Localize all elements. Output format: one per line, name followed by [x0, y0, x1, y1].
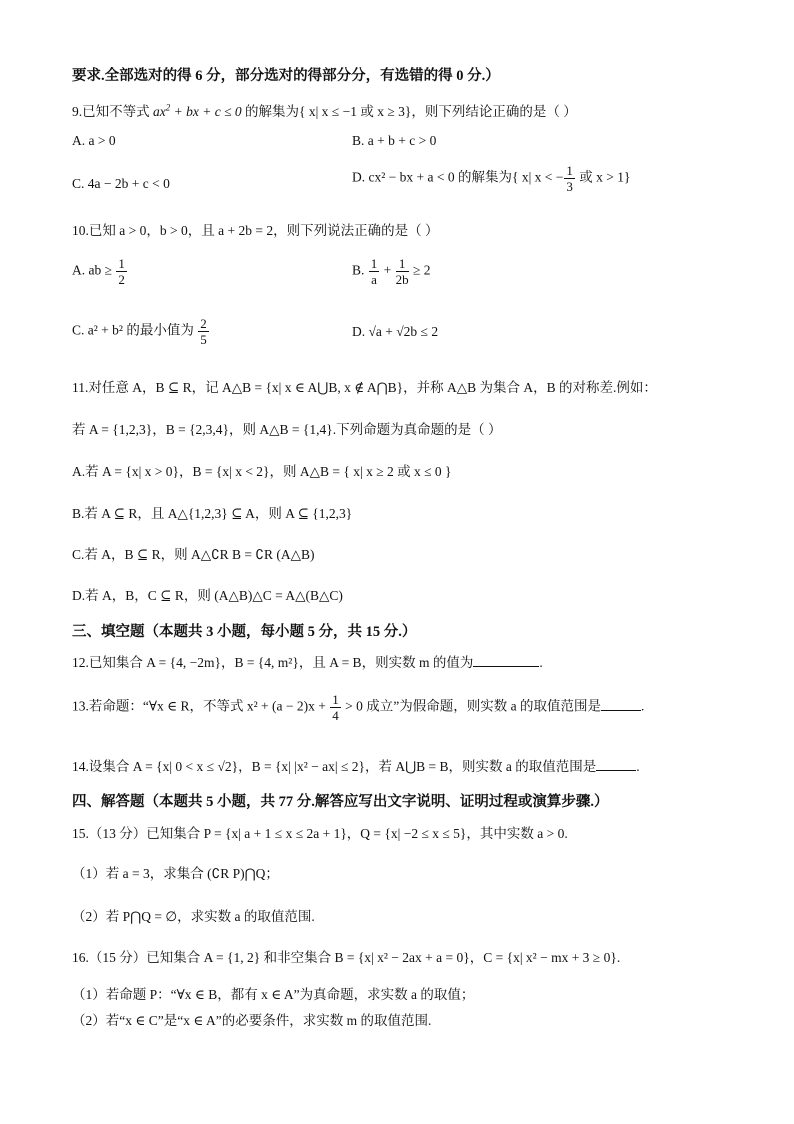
- q10-option-a-fraction: [116, 256, 127, 287]
- q9-option-d-fraction: [564, 163, 575, 194]
- q9-inequality: $ax^2$ + bx + c ≤ 0: [153, 102, 242, 119]
- fraction-denominator: a: [371, 272, 377, 287]
- q9-stem-a: 9.已知不等式: [72, 104, 153, 119]
- q10-option-b-pre: B.: [352, 262, 368, 278]
- q15-stem: 15.（13 分）已知集合 P = {x| a + 1 ≤ x ≤ 2a + 1}，Q = {x| −2 ≤ x ≤ 5}，其中实数 a > 0.: [72, 826, 568, 841]
- fraction-denominator: 2b: [395, 272, 409, 287]
- fraction-denominator: 4: [332, 708, 339, 723]
- q13-answer-blank: [601, 698, 641, 711]
- q10-option-c-pre: C. a² + b² 的最小值为: [72, 322, 198, 338]
- q13-fraction: [330, 692, 341, 723]
- q10-option-b-post: ≥ 2: [409, 262, 431, 278]
- fraction-numerator: 1: [396, 256, 409, 272]
- q11-option-a: A.若 A = {x| x > 0}，B = {x| x < 2}，则 A△B = { x| x ≥ 2 或 x ≤ 0 }: [72, 464, 452, 479]
- q13: [72, 692, 644, 723]
- q9-option-a: A. a > 0: [72, 133, 116, 148]
- q13-post: > 0 成立”为假命题，则实数 a 的取值范围是: [341, 698, 601, 714]
- q14-answer-blank: [596, 758, 636, 771]
- q9-option-d: [352, 163, 631, 194]
- q12-answer-blank: [473, 654, 539, 667]
- fraction-denominator: 5: [200, 332, 207, 347]
- fraction-denominator: 3: [566, 179, 573, 194]
- q9-option-d-post: 或 x > 1}: [575, 169, 631, 185]
- q13-pre: 13.若命题：“∀x ∈ R，不等式 x² + (a − 2)x +: [72, 698, 330, 714]
- q9-option-c: C. 4a − 2b + c < 0: [72, 176, 170, 191]
- q13-end: .: [641, 698, 645, 714]
- q15-part-1: （1）若 a = 3，求集合 (∁R P)⋂Q；: [72, 866, 279, 881]
- q11-stem-line-2: 若 A = {1,2,3}，B = {2,3,4}，则 A△B = {1,4}.下列命题为真命题的是（ ）: [72, 422, 502, 437]
- q11-option-b: B.若 A ⊆ R，且 A△{1,2,3} ⊆ A，则 A ⊆ {1,2,3}: [72, 506, 353, 521]
- q14: [72, 755, 640, 775]
- q10-option-b-fraction-1: [369, 256, 380, 287]
- fraction-numerator: 1: [566, 163, 573, 178]
- q9-option-b: B. a + b + c > 0: [352, 133, 437, 148]
- q12-text: 12.已知集合 A = {4, −2m}，B = {4, m²}，且 A = B，则实数 m 的值为: [72, 655, 474, 670]
- q10-option-b: B. $\frac{1}{a}$ + $\frac{1}{2b}$ ≥ 2: [352, 256, 431, 287]
- q10-option-b-fraction-2: [396, 256, 409, 287]
- q9-stem: [72, 100, 577, 120]
- q12: [72, 651, 543, 671]
- q10-stem: 10.已知 a > 0，b > 0，且 a + 2b = 2，则下列说法正确的是（ ）: [72, 223, 439, 238]
- fraction-numerator: 1: [332, 692, 339, 707]
- q11-option-d: D.若 A，B，C ⊆ R，则 (A△B)△C = A△(B△C): [72, 588, 343, 603]
- fraction-numerator: 2: [200, 316, 207, 331]
- fraction-numerator: 1: [118, 256, 125, 271]
- q11-stem-line-1: 11.对任意 A，B ⊆ R，记 A△B = {x| x ∈ A⋃B, x ∉ A⋂B}，并称 A△B 为集合 A，B 的对称差.例如：: [72, 380, 657, 395]
- fraction-numerator: 1: [370, 256, 378, 271]
- q14-text: 14.设集合 A = {x| 0 < x ≤ √2}，B = {x| |x² − ax| ≤ 2}，若 A⋃B = B，则实数 a 的取值范围是: [72, 759, 597, 774]
- q10-option-d: D. √a + √2b ≤ 2: [352, 324, 439, 339]
- q14-end: .: [636, 759, 640, 774]
- q11-option-c: C.若 A，B ⊆ R，则 A△∁R B = ∁R (A△B): [72, 547, 315, 562]
- section-4-heading: 四、解答题（本题共 5 小题，共 77 分.解答应写出文字说明、证明过程或演算步骤.）: [72, 794, 609, 810]
- q9-option-d-pre: D. cx² − bx + a < 0 的解集为{ x| x < −: [352, 169, 564, 185]
- section-3-heading: 三、填空题（本题共 3 小题，每小题 5 分，共 15 分.）: [72, 624, 417, 640]
- fraction-denominator: 2: [118, 272, 125, 287]
- q10-option-c: [72, 316, 210, 347]
- q10-option-a: [72, 256, 128, 287]
- instructions-note: 要求.全部选对的得 6 分，部分选对的得部分分，有选错的得 0 分.）: [72, 68, 500, 84]
- q16-stem: 16.（15 分）已知集合 A = {1, 2} 和非空集合 B = {x| x² − 2ax + a = 0}，C = {x| x² − mx + 3 ≥ 0}.: [72, 950, 621, 965]
- q10-option-c-fraction: [198, 316, 209, 347]
- q10-option-a-pre: A. ab ≥: [72, 262, 116, 278]
- q9-stem-b: 的解集为{ x| x ≤ −1 或 x ≥ 3}，则下列结论正确的是（ ）: [241, 104, 577, 119]
- q12-end: .: [539, 655, 543, 670]
- q15-part-2: （2）若 P⋂Q = ∅，求实数 a 的取值范围.: [72, 909, 315, 924]
- q16-part-1: （1）若命题 P：“∀x ∈ B，都有 x ∈ A”为真命题，求实数 a 的取值；: [72, 987, 475, 1002]
- q16-part-2: （2）若“x ∈ C”是“x ∈ A”的必要条件，求实数 m 的取值范围.: [72, 1013, 432, 1028]
